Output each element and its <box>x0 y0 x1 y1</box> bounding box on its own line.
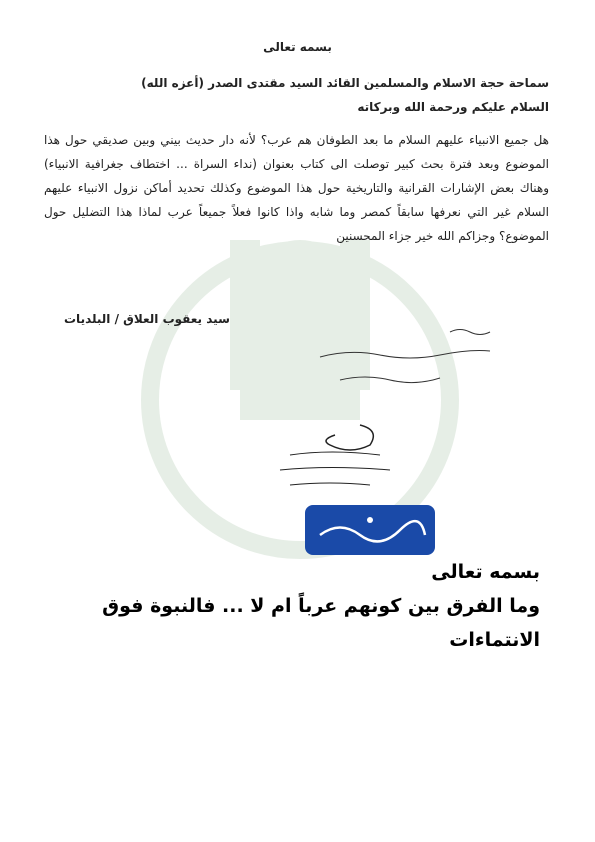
blue-stamp <box>300 500 440 560</box>
bismillah-heading: بسمه تعالى <box>263 40 332 54</box>
question-body: هل جميع الانبياء عليهم السلام ما بعد الطوفان هم عرب؟ لأنه دار حديث بيني وبين صديقي حول هذا الموضوع وبعد فترة بحث كبير توصلت الى كتاب بعنوان (نداء السراة ... اختطاف جغرافية الانبياء) وهناك بعض الإشارات القرانية والتاريخية حول هذا الموضوع وكذلك تحديد أماكن نزول الانبياء عليهم السلام غير التي نعرفها سابقاً كمصر وما شابه واذا كانوا فعلاً جميعاً عرب لماذا هذا التضليل حول الموضوع؟ وجزاكم الله خير جزاء المحسنين <box>44 133 549 243</box>
answer-bismillah: بسمه تعالى <box>431 561 540 583</box>
sender-signature-line: سيد يعقوب العلاق / البلديات <box>64 312 230 326</box>
addressee-line: سماحة حجة الاسلام والمسلمين القائد السيد مقتدى الصدر (أعزه الله) <box>141 76 549 90</box>
typed-answer <box>50 555 540 657</box>
handwritten-signature <box>260 415 420 495</box>
letter <box>40 40 555 248</box>
handwritten-reply <box>300 322 500 402</box>
answer-text: وما الفرق بين كونهم عرباً ام لا ... فالنبوة فوق الانتماءات <box>102 595 540 651</box>
greeting-line: السلام عليكم ورحمة الله وبركاته <box>357 100 549 114</box>
